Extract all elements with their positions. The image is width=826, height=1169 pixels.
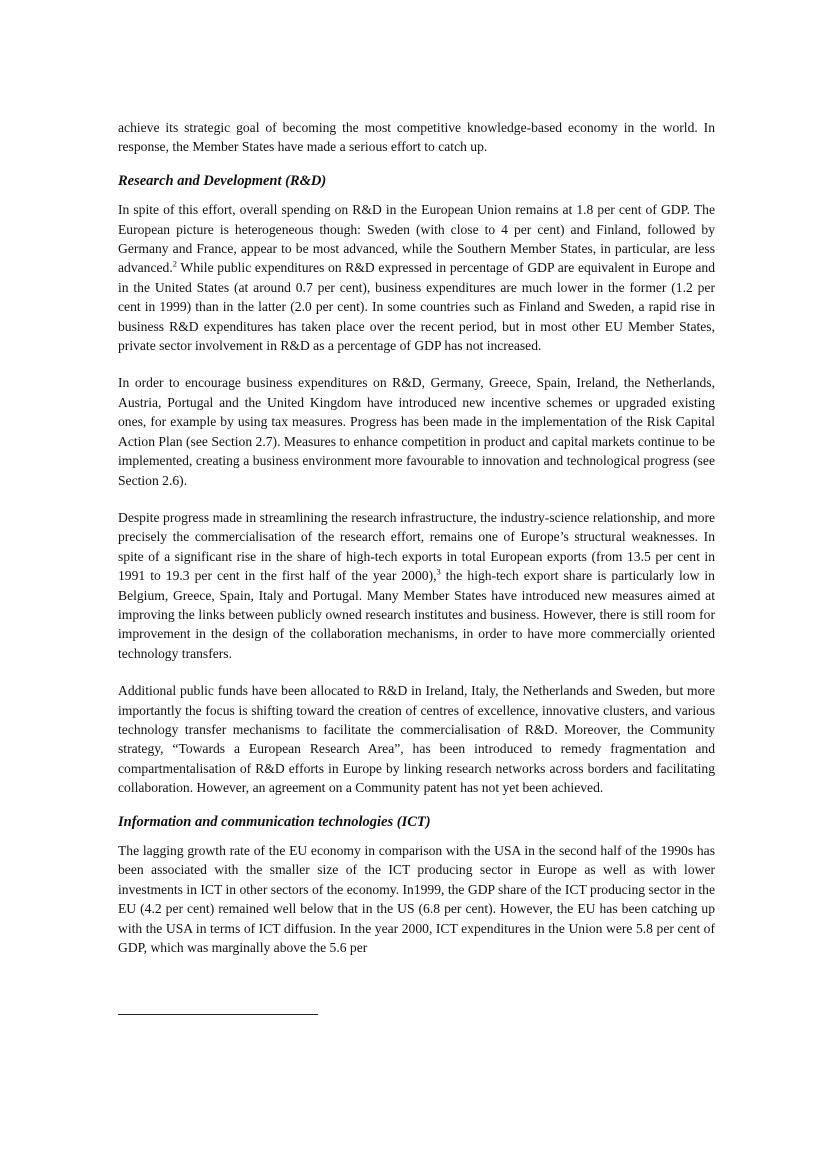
- ict-paragraph-1: The lagging growth rate of the EU economy in comparison with the USA in the second half of the 1990s has been associated with the smaller size of the ICT producing sector in Europe as well as with lower investments in ICT in other sectors of the economy. In1999, the GDP share of the ICT producing sector in the EU (4.2 per cent) remained well below that in the US (6.8 per cent). However, the EU has been catching up with the USA in terms of ICT diffusion. In the year 2000, ICT expenditures in the Union were 5.8 per cent of GDP, which was marginally above the 5.6 per: [118, 843, 715, 956]
- rd-paragraph-4: Additional public funds have been allocated to R&D in Ireland, Italy, the Netherlands and Sweden, but more importantly the focus is shifting toward the creation of centres of excellence, innovative clusters, and various technology transfer mechanisms to facilitate the commercialisation of R&D. Moreover, the Community strategy, “Towards a European Research Area”, has been introduced to remedy fragmentation and compartmentalisation of R&D efforts in Europe by linking research networks across borders and facilitating collaboration. However, an agreement on a Community patent has not yet been achieved.: [118, 683, 715, 796]
- rd-paragraph-1: [118, 200, 715, 355]
- rd-paragraph-2: In order to encourage business expenditures on R&D, Germany, Greece, Spain, Ireland, the Netherlands, Austria, Portugal and the United Kingdom have introduced new incentive schemes or upgraded existing ones, for example by using tax measures. Progress has been made in the implementation of the Risk Capital Action Plan (see Section 2.7). Measures to enhance competition in product and capital markets continue to be implemented, creating a business environment more favourable to innovation and technological progress (see Section 2.6).: [118, 375, 715, 488]
- intro-paragraph: achieve its strategic goal of becoming the most competitive knowledge-based economy in the world. In response, the Member States have made a serious effort to catch up.: [118, 120, 715, 155]
- rd-paragraph-3: [118, 508, 715, 663]
- ict-section-heading: Information and communication technologies (ICT): [118, 813, 431, 830]
- rd-paragraph-3-text-b: the high-tech export share is particularly low in Belgium, Greece, Spain, Italy and Portugal. Many Member States have introduced new measures aimed at improving the links between publicly owned research institutes and business. However, there is still room for improvement in the design of the collaboration mechanisms, in order to have more commercially oriented technology transfers.: [118, 568, 715, 661]
- footnote-ref-3[interactable]: 3: [436, 566, 441, 577]
- footnote-ref-2[interactable]: 2: [172, 258, 177, 269]
- rd-section-heading: Research and Development (R&D): [118, 172, 327, 189]
- rd-paragraph-1-text-b: While public expenditures on R&D expressed in percentage of GDP are equivalent in Europe and in the United States (at around 0.7 per cent), business expenditures are much lower in the former (1.2 per cent in 1999) than in the latter (2.0 per cent). In some countries such as Finland and Sweden, a rapid rise in business R&D expenditures has taken place over the recent period, but in most other EU Member States, private sector involvement in R&D as a percentage of GDP has not increased.: [118, 260, 715, 354]
- rd-paragraph-3-text-a: Despite progress made in streamlining the research infrastructure, the industry-science relationship, and more precisely the commercialisation of the research effort, remains one of Europe’s structural weaknesses. In spite of a significant rise in the share of high-tech exports in total European exports (from 13.5 per cent in 1991 to 19.3 per cent in the first half of the year 2000),: [118, 509, 715, 584]
- footnote-separator: [118, 1014, 318, 1015]
- rd-paragraph-1-text-a: In spite of this effort, overall spending on R&D in the European Union remains at 1.8 per cent of GDP. The European picture is heterogeneous though: Sweden (with close to 4 per cent) and Finland, followed by Germany and France, appear to be most advanced, while the Southern Member States, in particular, are less advanced.: [118, 202, 715, 276]
- document-page: [118, 118, 715, 957]
